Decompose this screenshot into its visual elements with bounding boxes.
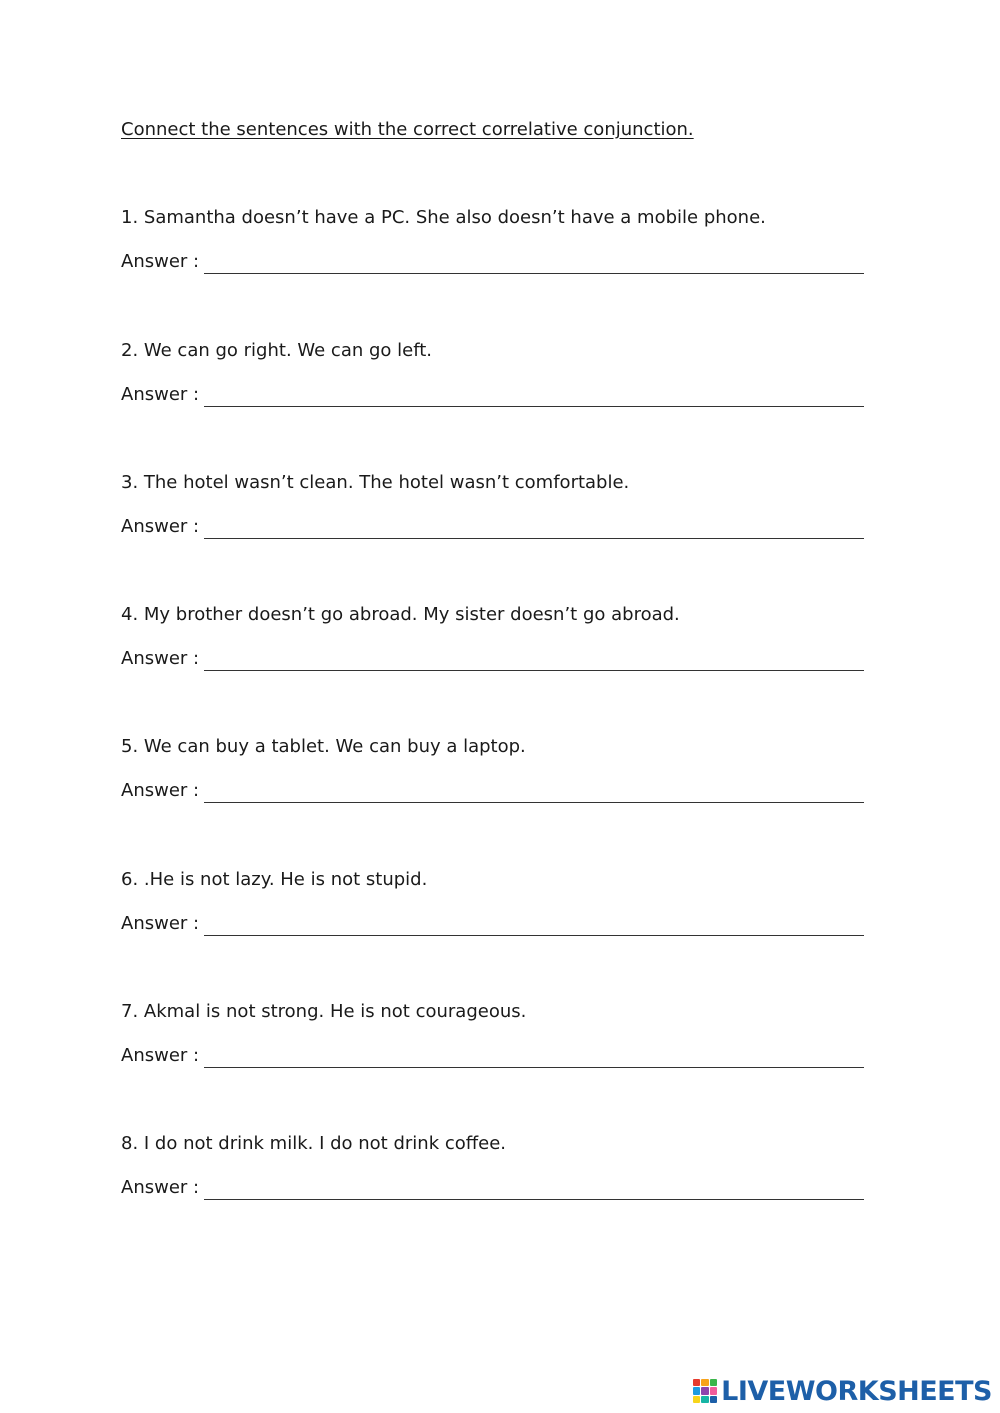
answer-input-4[interactable] bbox=[204, 647, 864, 671]
answer-input-7[interactable] bbox=[204, 1044, 864, 1068]
answer-label: Answer : bbox=[121, 251, 200, 272]
question-text: 4. My brother doesn’t go abroad. My sister doesn’t go abroad. bbox=[121, 604, 680, 625]
question-7 bbox=[121, 1000, 881, 1070]
answer-row bbox=[121, 647, 881, 673]
logo-cell bbox=[701, 1387, 708, 1394]
answer-row bbox=[121, 1176, 881, 1202]
answer-label: Answer : bbox=[121, 516, 200, 537]
logo-cell bbox=[701, 1396, 708, 1403]
question-6 bbox=[121, 868, 881, 938]
answer-label: Answer : bbox=[121, 384, 200, 405]
logo-cell bbox=[693, 1387, 700, 1394]
question-1 bbox=[121, 206, 881, 276]
answer-input-6[interactable] bbox=[204, 912, 864, 936]
question-5 bbox=[121, 735, 881, 805]
answer-input-1[interactable] bbox=[204, 250, 864, 274]
liveworksheets-logo bbox=[693, 1377, 992, 1405]
answer-row bbox=[121, 1044, 881, 1070]
answer-label: Answer : bbox=[121, 780, 200, 801]
answer-row bbox=[121, 515, 881, 541]
answer-row bbox=[121, 383, 881, 409]
question-8 bbox=[121, 1132, 881, 1202]
question-2 bbox=[121, 339, 881, 409]
question-text: 6. .He is not lazy. He is not stupid. bbox=[121, 869, 428, 890]
answer-label: Answer : bbox=[121, 1177, 200, 1198]
logo-cell bbox=[710, 1387, 717, 1394]
answer-label: Answer : bbox=[121, 913, 200, 934]
question-text: 7. Akmal is not strong. He is not courageous. bbox=[121, 1001, 527, 1022]
answer-input-5[interactable] bbox=[204, 779, 864, 803]
logo-cell bbox=[710, 1379, 717, 1386]
logo-text: LIVEWORKSHEETS bbox=[721, 1375, 992, 1407]
instruction-heading: Connect the sentences with the correct correlative conjunction. bbox=[121, 119, 694, 140]
liveworksheets-grid-icon bbox=[693, 1379, 717, 1403]
question-text: 1. Samantha doesn’t have a PC. She also doesn’t have a mobile phone. bbox=[121, 207, 766, 228]
answer-row bbox=[121, 912, 881, 938]
question-text: 2. We can go right. We can go left. bbox=[121, 340, 433, 361]
question-4 bbox=[121, 603, 881, 673]
logo-cell bbox=[710, 1396, 717, 1403]
answer-row bbox=[121, 250, 881, 276]
answer-row bbox=[121, 779, 881, 805]
logo-cell bbox=[693, 1379, 700, 1386]
question-text: 8. I do not drink milk. I do not drink coffee. bbox=[121, 1133, 507, 1154]
answer-input-3[interactable] bbox=[204, 515, 864, 539]
answer-label: Answer : bbox=[121, 648, 200, 669]
answer-input-2[interactable] bbox=[204, 383, 864, 407]
logo-cell bbox=[693, 1396, 700, 1403]
question-text: 3. The hotel wasn’t clean. The hotel wasn’t comfortable. bbox=[121, 472, 630, 493]
answer-label: Answer : bbox=[121, 1045, 200, 1066]
question-3 bbox=[121, 471, 881, 541]
logo-cell bbox=[701, 1379, 708, 1386]
question-text: 5. We can buy a tablet. We can buy a laptop. bbox=[121, 736, 526, 757]
answer-input-8[interactable] bbox=[204, 1176, 864, 1200]
